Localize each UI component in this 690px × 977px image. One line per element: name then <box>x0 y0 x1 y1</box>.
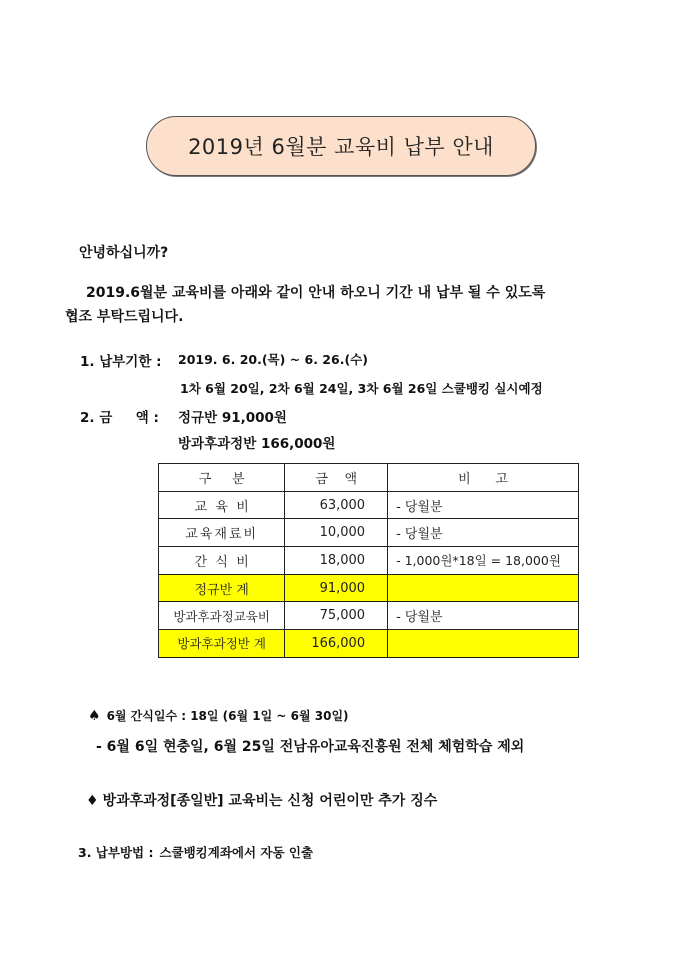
afterschool-note-text: 방과후과정[종일반] 교육비는 신청 어린이만 추가 징수 <box>102 793 438 809</box>
table-row <box>159 602 579 630</box>
table-row <box>159 547 579 575</box>
table-row <box>159 491 579 519</box>
row-note <box>388 574 579 602</box>
header-note: 비 고 <box>388 464 579 492</box>
row-amount: 18,000 <box>285 547 388 575</box>
payment-method-label: 3. 납부방법 : <box>78 845 154 860</box>
header-amount: 금 액 <box>285 464 388 492</box>
document-title: 2019년 6월분 교육비 납부 안내 <box>188 135 494 159</box>
deadline-value: 2019. 6. 20.(목) ~ 6. 26.(수) <box>178 352 368 367</box>
document-title-box <box>146 116 536 176</box>
amount-afterschool: 방과후과정반 166,000원 <box>178 436 336 452</box>
payment-method-line <box>78 843 313 861</box>
greeting: 안녕하십니까? <box>79 245 169 261</box>
snack-days-text: 6월 간식일수 : 18일 (6월 1일 ~ 6월 30일) <box>106 709 349 723</box>
row-amount: 75,000 <box>285 602 388 630</box>
deadline-detail: 1차 6월 20일, 2차 6월 24일, 3차 6월 26일 스쿨뱅킹 실시예정 <box>180 381 543 396</box>
row-amount: 166,000 <box>285 630 388 658</box>
spade-bullet-icon: ♠ <box>88 708 101 724</box>
amount-label: 2. 금 액 : <box>80 410 159 426</box>
afterschool-note-line <box>86 790 437 810</box>
table-row-subtotal-regular <box>159 574 579 602</box>
amount-regular: 정규반 91,000원 <box>178 410 287 426</box>
row-category: 교육재료비 <box>159 519 285 547</box>
payment-method-value: 스쿨뱅킹계좌에서 자동 인출 <box>159 845 314 860</box>
fee-table <box>158 463 579 658</box>
row-note: - 당월분 <box>388 491 579 519</box>
row-note: - 당월분 <box>388 602 579 630</box>
table-header-row <box>159 464 579 492</box>
table-row-subtotal-afterschool <box>159 630 579 658</box>
row-amount: 91,000 <box>285 574 388 602</box>
row-category: 방과후과정반 계 <box>159 630 285 658</box>
row-category: 정규반 계 <box>159 574 285 602</box>
deadline-label: 1. 납부기한 : <box>80 354 162 370</box>
row-note: - 1,000원*18일 = 18,000원 <box>388 547 579 575</box>
row-amount: 10,000 <box>285 519 388 547</box>
row-amount: 63,000 <box>285 491 388 519</box>
row-category: 방과후과정교육비 <box>159 602 285 630</box>
header-category: 구 분 <box>159 464 285 492</box>
row-note <box>388 630 579 658</box>
diamond-bullet-icon: ♦ <box>86 793 99 809</box>
intro-line-2: 협조 부탁드립니다. <box>65 309 184 325</box>
row-category: 간 식 비 <box>159 547 285 575</box>
table-row <box>159 519 579 547</box>
row-note: - 당월분 <box>388 519 579 547</box>
intro-line-1: 2019.6월분 교육비를 아래와 같이 안내 하오니 기간 내 납부 될 수 있도록 <box>86 285 546 301</box>
row-category: 교 육 비 <box>159 491 285 519</box>
snack-exclusion: - 6월 6일 현충일, 6월 25일 전남유아교육진흥원 전체 체험학습 제외 <box>96 739 525 755</box>
snack-days-line <box>88 707 349 724</box>
